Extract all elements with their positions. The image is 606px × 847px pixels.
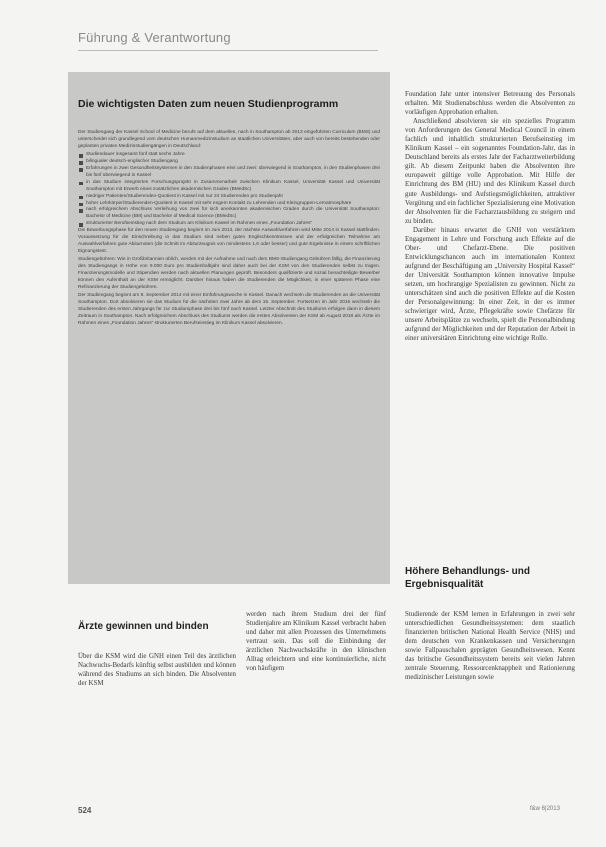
page-number: 524 [78, 806, 92, 815]
bullet-item: nach erfolgreichem Abschluss Verleihung von zwei für sich anerkannten akademischen Graden durch die Universität Southampton: Bachelor of Medicine (BM) und Bachelor of Medical Science (BMedSc) [78, 207, 380, 221]
bullet-item: bilingualer deutsch-englischer Studiengang [78, 159, 380, 166]
body-paragraph: werden nach ihrem Studium drei der fünf Studienjahre am Klinikum Kassel verbracht haben und daher mit allen Prozessen des Unternehmens vertraut sein. Das soll die Einbindung der ärztlichen Nachwuchskräfte in den klinischen Alltag erleichtern und eine kontinuierliche, nicht von häufigem [246, 611, 386, 673]
left-column-text [78, 652, 236, 688]
footer-publication: f&w 6|2013 [530, 806, 560, 812]
info-box-paragraph: Der Studiengang beginnt am 8. September 2014 mit einer Einführungswoche in Kassel. Danach wechseln die Studierenden an die Universität Southampton. Dort absolvieren sie das Studium für die nächsten zwei Jahre ab dem 15. September. Fortsetzen im Jahr 2016 wechseln die Studierenden des ersten Jahrgangs für zur Studiumphase drei bis fünf nach Kassel. Letzter Abschnitt des Studiums erfolgen dann in diesem Zeitraum in Southampton. Nach erfolgreichem Abschluss des Studiums werden die ersten Absolventen der KSM ab August 2018 als Ärzte im Rahmen eines „Foundation Jahres“ strukturierten Berufseinstieg im Klinikum Kassel absolvieren. [78, 293, 380, 326]
section-heading-quality: Höhere Behandlungs- und Ergebnisqualität [405, 566, 530, 590]
info-box-body [78, 130, 380, 329]
bullet-item: Studiendauer insgesamt fünf statt sechs Jahre [78, 152, 380, 159]
bullet-item: strukturierter Berufseinstieg nach dem Studium am Klinikum Kassel im Rahmen eines „Foundation Jahres“ [78, 221, 380, 228]
body-paragraph: Über die KSM wird die GNH einen Teil des ärztlichen Nachwuchs-Bedarfs künftig selbst ausbilden und können während des Studiums an sich binden. Die Absolventen der KSM [78, 653, 236, 688]
body-paragraph: Darüber hinaus erwartet die GNH von verstärktem Engagement in Lehre und Forschung auch Effekte auf die Ober- und Chefarzt-Ebene. Die positiven Entwicklungschancen auch im internationalen Kontext aufgrund der Beschäftigung am „University Hospital Kassel“ der Universität Southampton können innovative Impulse setzen, um hochrangige Spezialisten zu gewinnen. Nicht zu unterschätzen sind auch die positiven Effekte auf die Kosten der Personalgewinnung: In einer Zeit, in der es immer schwieriger wird, Ärzte, Pflegekräfte sowie Chefärzte für unsere Arbeitsplätze zu wechseln, spielt die Personalbindung aufgrund der Möglichkeiten und der Reputation der Arbeit in einer universitären Einrichtung eine wichtige Rolle. [405, 226, 575, 343]
right-column-bottom-text [405, 610, 575, 682]
section-heading-doctors: Ärzte gewinnen und binden [78, 621, 209, 632]
info-box-bullet-list [78, 152, 380, 228]
info-box-paragraph: Studiengebühren: Wie in Großbritannien üblich, werden mit der Aufnahme und nach dem BMS-Studiengang Gebühren fällig, die Finanzierung des Studiengangs in Höhe von 9.000 Euro pro Studienhalbjahr sind daher auch bei der KSM von den Studierenden selbst zu tragen. Finanzierungsmodelle und Stipendien werden nach aktuellen Planungen geprüft. Besonders qualifizierte und sozial benachteiligte Bewerber können den Aufenthalt an der KSM ermöglicht. Darüber hinaus haben die Studierenden die Möglichkeit, in einer späteren Phase eine Refinanzierung der Studiengebühren. [78, 257, 380, 290]
bullet-item: Erfahrungen in zwei Gesundheitssystemen in den Studienphasen eins und zwei: überwiegend in Southampton, in den Studienphasen drei bis fünf überwiegend in Kassel [78, 166, 380, 180]
section-header: Führung & Verantwortung [78, 30, 231, 45]
info-box-intro: Der Studiengang der Kassel School of Medicine beruht auf dem aktuellen, nach in Southampton ab 2013 eingeführten Curriculum (BMS) und unterscheidet sich grundlegend vom deutschen Humanmedizinstudium an staatlichen Universitäten, aber auch von bereits bestehenden oder geplanten privaten Medizinstudiengängen in Deutschland: [78, 130, 380, 149]
header-divider [78, 50, 378, 51]
middle-column-text [246, 610, 386, 673]
bullet-item: niedriger Patienten/Studierenden-Quotient in Kassel mit nur 24 Studierenden pro Studienjahr [78, 194, 380, 201]
right-column-text [405, 90, 575, 343]
body-paragraph: Foundation Jahr unter intensiver Betreuung des Personals erhalten. Mit Studienabschluss werden die Absolventen zu vorläufigen Approbation erhalten. [405, 91, 575, 117]
info-box [68, 72, 390, 584]
info-box-paragraph: Die Bewerbungsphase für den neuen Studiengang beginnt im Juni 2013, der nächste Auswahlverfahren wird Mitte 2014 in Kassel stattfinden. Voraussetzung für die Einschreibung in das Studium sind neben guten Englischkenntnissen und der erfolgreichen Teilnahme am Auswahlverfahren gute Abiturnoten (die Schnitt im Abiturzeugnis von mindestens 1,6 oder besser) und gute Ergebnisse in einem schriftlichen Eignungstest. [78, 228, 380, 254]
info-box-title: Die wichtigsten Daten zum neuen Studienprogramm [78, 98, 339, 110]
bullet-item: hoher Lehrkörper/Studierenden-Quotient in Kassel mit sehr engem Kontakt zu Lehrenden und Kleingruppen-Lernatmosphäre [78, 201, 380, 208]
body-paragraph: Studierende der KSM lernen in Erfahrungen in zwei sehr unterschiedlichen Gesundheitssystemen: dem staatlich finanzierten britischen National Health Service (NHS) und dem deutschen von Krankenkassen und Versicherungen sowie Fallpauschalen geprägten Gesundheitswesen. Kennt das britische Gesundheitssystem bereits seit vielen Jahren zentrale Steuerung, Ressourcenknappheit und Rationierung medizinischer Leistungen sowie [405, 611, 575, 682]
body-paragraph: Anschließend absolvieren sie ein spezielles Programm von Anforderungen des General Medical Council in einem fachlich und inhaltlich strukturierten Berufseinstieg im Klinikum Kassel – ein sogenanntes Foundation-Jahr, das in Deutschland bereits als erstes Jahr der Facharztweiterbildung gilt. Ab diesem Zeitpunkt haben die Absolventen ihre europaweit gültige volle Approbation. Mit Hilfe der Einrichtung des BM (HU) und des Klinikum Kassel durch gute Ausbildungs- und Aufstiegsmöglichkeiten, attraktiver Vergütung und ein fachlicher Spezialisierung eine Motivation der Absolventen für die Facharztausbildung zu steigern und zu binden. [405, 118, 575, 225]
bullet-item: in das Studium integriertes Forschungsprojekt in Zusammenarbeit zwischen Klinikum Kassel, Universität Kassel und Universität Southampton mit Erwerb eines zusätzlichen akademischen Grades (BMedSc) [78, 180, 380, 194]
